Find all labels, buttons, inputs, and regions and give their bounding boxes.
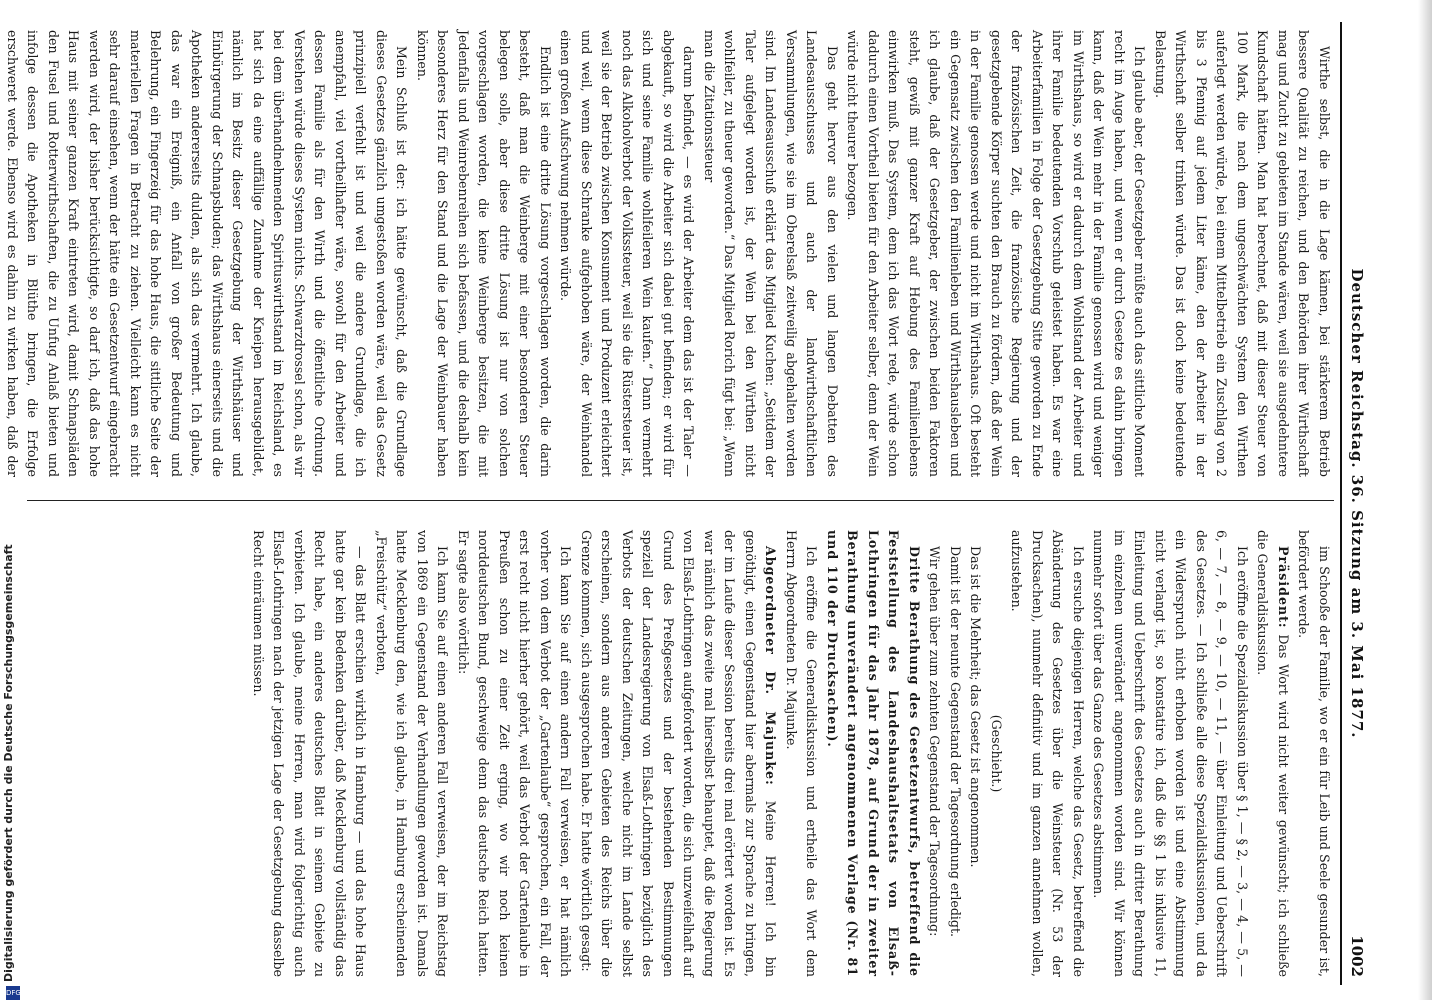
left-column-paragraph: Ich glaube aber, der Gesetzgeber müßte auch das sittliche Moment recht im Auge haben, und wenn er durch Gesetze es dahin bringen kann, daß der Wein mehr in der Familie genossen wird und weniger im Wirthshaus, so wird er dadurch dem Wohlstand der Arbeiter und ihrer Familie bedeutenden Vorschub geleistet haben. Es war eine Arbeiterfamilien in Folge der Gesetzgebung Sitte geworden zu Ende der französischen Zeit, die französische Regierung und der gesetzgebende Körper suchten den Brauch zu fördern, daß der Wein in der Familie genossen werde und nicht im Wirthshaus. Oft besteht ein Gegensatz zwischen den Familienleben und Wirthshausleben und ich glaube, daß der Gesetzgeber, der zwischen beiden Faktoren steht, gewiß mit ganzer Kraft auf Hebung des Familienlebens einwirken muß. Das System, dem ich das Wort rede, würde schon dadurch einen Vortheil bieten für den Arbeiter selber, denn der Wein würde nicht theurer bezogen. bbox=[845, 30, 1148, 477]
page-number: 1002 bbox=[1348, 935, 1366, 977]
digitization-note: Digitalisierung gefördert durch die Deutsche Forschungsgemeinschaft bbox=[2, 544, 15, 982]
right-column-paragraph: Wir gehen über zum zehnten Gegenstand der Tagesordnung: bbox=[927, 546, 943, 937]
right-column-paragraph: Ich kann Sie auf einen anderen Fall verweisen, der im Reichstag von 1869 ein Gegenstand der Verhandlungen geworden ist. Damals hatte Mecklenburg den, wie ich glaube, in Hamburg erscheinenden „Freischütz“ verboten, bbox=[374, 530, 451, 977]
stage-direction: (Geschieht.) bbox=[989, 714, 1004, 793]
agenda-item: Dritte Berathung des Gesetzentwurfs, betreffend die Feststellung des Landeshaushaltsetats von Elsaß-Lothringen für das Jahr 1878, auf Grund der in zweiter Berathung unverändert angenommenen Vorlage (Nr. 81 und 110 der Drucksachen). bbox=[825, 530, 922, 977]
right-column-paragraph: Damit ist der neunte Gegenstand der Tagesordnung erledigt. bbox=[948, 546, 963, 938]
left-column-paragraph: darum befindet, — es wird der Arbeiter dem das ist der Taler — abgekauft, so wird die Arbeiter sich dabei gut befinden; er wird für sich und seine Familie wohlfeileren Wein kaufen.“ Dann vermehrt noch das Alkoholverbot der Volkssteuer, weil sie die Rüstersteuer ist, weil sie der Betrieb zwischen Konsument und Produzent erleichtert und weil, wenn diese Schranke aufgehoben wäre, der Weinhandel einen großen Aufschwung nehmen würde. bbox=[558, 30, 697, 477]
dfg-logo: DFG bbox=[6, 986, 20, 1000]
running-head: Deutscher Reichstag. 36. Sitzung am 3. Mai 1877. bbox=[1348, 268, 1366, 739]
page-header bbox=[1338, 22, 1372, 985]
right-column-speech bbox=[576, 530, 781, 977]
speaker-name: Präsident: bbox=[1276, 546, 1291, 629]
header-rule bbox=[1340, 22, 1342, 985]
scan-edge-shadow bbox=[1418, 0, 1432, 1000]
left-column-paragraph: Mein Schluß ist der: ich hätte gewünscht, daß die Grundlage dieses Gesetzes gänzlich umgestoßen worden wäre, weil das Gesetz prinzipiell verfehlt ist und weil die andere Grundlage, die ich anempfahl, viel vortheilhafter wäre, sowohl für den Arbeiter und dessen Familie als für den Wirth und die öffentliche Ordnung. Verstehen würde dieses System nichts. Schwarzdrossel schon, als wir bei dem überhandnehmenden Spirituswirthstand im Reichsland, es hat sich da eine auffällige Zunahme der Kneipen herausgebildet, nämlich im Besitz dieser Gesetzgebung der Wirthshäuser und Einbürgerung der Schnapsbuden; das Wirthshaus einerseits und die Apotheken andererseits dulden, als sich das vermehrt. Ich glaube, das war ein Ereigniß, ein Anfall von großer Bedeutung und Belehrung, ein Fingerzeig für das hohe Haus, die sittliche Seite der materiellen Fragen in Betracht zu ziehen. Vielleicht kann es nicht sehr darauf einsehen, wenn der hätte ein Gesetzentwurf eingebracht werden wird, der bisher berücksichtigte, so darf ich, daß das hohe Haus mit seiner ganzen Kraft eintreten wird, damit Schnapsläden den Fusel und Rotterwirthschaften, die zu Unfug Anlaß bieten und infolge dessen die Apotheken in Blüthe bringen, die Erfolge erschweret werde. Ebenso wird es dahin zu wirken haben, daß der bbox=[5, 30, 410, 477]
column-divider bbox=[27, 500, 1334, 501]
digitization-stamp bbox=[2, 544, 26, 1000]
right-column-paragraph: im Schooße der Familie, wo er ein für Leib und Seele gesunder ist, befördert werde. bbox=[1296, 530, 1332, 977]
speaker-name: Abgeordneter Dr. Majunke: bbox=[763, 546, 779, 786]
right-column-paragraph: — das Blatt erschien wirklich in Hamburg — und das hohe Haus hatte gar kein Bedenken darüber, daß Mecklenburg vollständig das Recht habe, ein anderes deutsches Blatt in seinem Gebiete zu verbieten. Ich glaube, meine Herren, man wird folgerichtig auch Elsaß-Lothringen nach der jetzigen Lage der Gesetzgebung dasselbe Recht einräumen müssen. bbox=[251, 530, 369, 977]
left-column-paragraph: Wirthe selbst, die in die Lage kämen, bei stärkerem Betrieb bessere Qualität zu reichen, und den Behörden ihrer Wirthschaft mag und Zucht zu gebieten im Stande wären, weil sie ausgedehntere Kundschaft hätten. Man hat berechnet, daß mit dieser Steuer von 100 Mark, die nach dem ungeschwächten System den Wirthen auferlegt werden würde, bei einem Mittelbetrieb ein Zuschlag von 2 bis 3 Pfennig auf jedem Liter käme, den der Arbeiter in der Wirthschaft selber trinken würde. Das ist doch keine bedeutende Belastung. bbox=[1153, 30, 1332, 477]
text-column-right bbox=[27, 530, 1334, 977]
right-column-paragraph: Das ist die Mehrheit; das Gesetz ist angenommen. bbox=[968, 546, 984, 868]
right-column-paragraph: Ich eröffne die Spezialdiskussion über § 1, — § 2, — 3, — 4, — 5, — 6, — 7, — 8, — 9, — 10, — 11, — über Einleitung und Ueberschrift des Gesetzes. — Ich schließe alle diese Spezialdiskussionen, und da ein Widerspruch nicht erhoben worden ist und eine Abstimmung nicht verlangt ist, so konstatire ich, daß die §§ 1 bis inklusive 11, Einleitung und Ueberschrift des Gesetzes auch in dritter Berathung im einzelnen unverändert angenommen worden sind. Wir können nunmehr sofort über das Ganze des Gesetzes abstimmen. bbox=[1091, 530, 1250, 977]
left-column-paragraph: Endlich ist eine dritte Lösung vorgeschlagen worden, die darin besteht, daß man die Weinberge mit einer besonderen Steuer belegen solle, aber diese dritte Lösung ist nur von solchen vorgeschlagen worden, die keine Weinberge besitzen, die mit Jedenfalls und Weinrebenreihen sich befassen, und die deshalb kein besonderes Herz für den Stand und die Lage der Weinbauer haben können. bbox=[415, 30, 553, 477]
text-column-left bbox=[5, 30, 1334, 477]
right-column-paragraph: Ich ersuche diejenigen Herren, welche das Gesetz, betreffend die Abänderung des Gesetzes über die Weinsteuer (Nr. 53 der Drucksachen), nunmehr definitiv und im ganzen annehmen wollen, aufzustehen. bbox=[1009, 530, 1086, 977]
right-column-speech bbox=[1252, 530, 1293, 977]
right-column-paragraph: Ich kann Sie auf einen andern Fall verweisen, er hat nämlich vorher von dem Verbot der „Gartenlaube“ gesprochen, ein Fall, der erst recht nicht hierher gehört, weil das Verbot der Gartenlaube in Preußen schon zu einer Zeit erging, wo wir noch keinen norddeutschen Bund, geschweige denn das deutsche Reich hatten. Er sagte also wörtlich: bbox=[456, 530, 574, 977]
right-column-paragraph: Ich eröffne die Generaldiskussion und ertheile das Wort dem Herrn Abgeordneten Dr. Majunke. bbox=[784, 530, 820, 977]
left-column-paragraph: Das geht hervor aus den vielen und langen Debatten des Landesausschusses und auch der landwirthschaftlichen Versammlungen, wie sie im Oberelsaß zeitweilig abgehalten worden sind. Im Landesausschuß erklärt das Mitglied Kuchen: „Seitdem der Taler aufgelegt worden ist, der Wein bei den Wirthen nicht wohlfeiler, zu theuer geworden.“ Das Mitglied Rorich fügt bei: „Wenn man die Zitationssteuer bbox=[702, 30, 840, 477]
speech-text: Meine Herren! Ich bin genöthigt, einen Gegenstand hier abermals zur Sprache zu bringen, der im Laufe dieser Session bereits drei mal erörtert worden ist. Es war nämlich das zweite mal hierselbst behauptet, daß die Regierung von Elsaß-Lothringen aufgefordert worden, die sich unzweifelhaft auf Grund des Preßgesetzes und der bestehenden Bestimmungen speziell der Landesregierung von Elsaß-Lothringen bezüglich des Verbots der deutschen Zeitungen, welche nicht im Lande selbst erscheinen, sondern aus anderen Gebieten des Reichs über die Grenze kommen, sich ausgesprochen habe. Er hatte wörtlich gesagt: bbox=[579, 530, 779, 977]
speech-text: Das Wort wird nicht weiter gewünscht; ich schließe die Generaldiskussion. bbox=[1255, 530, 1291, 977]
